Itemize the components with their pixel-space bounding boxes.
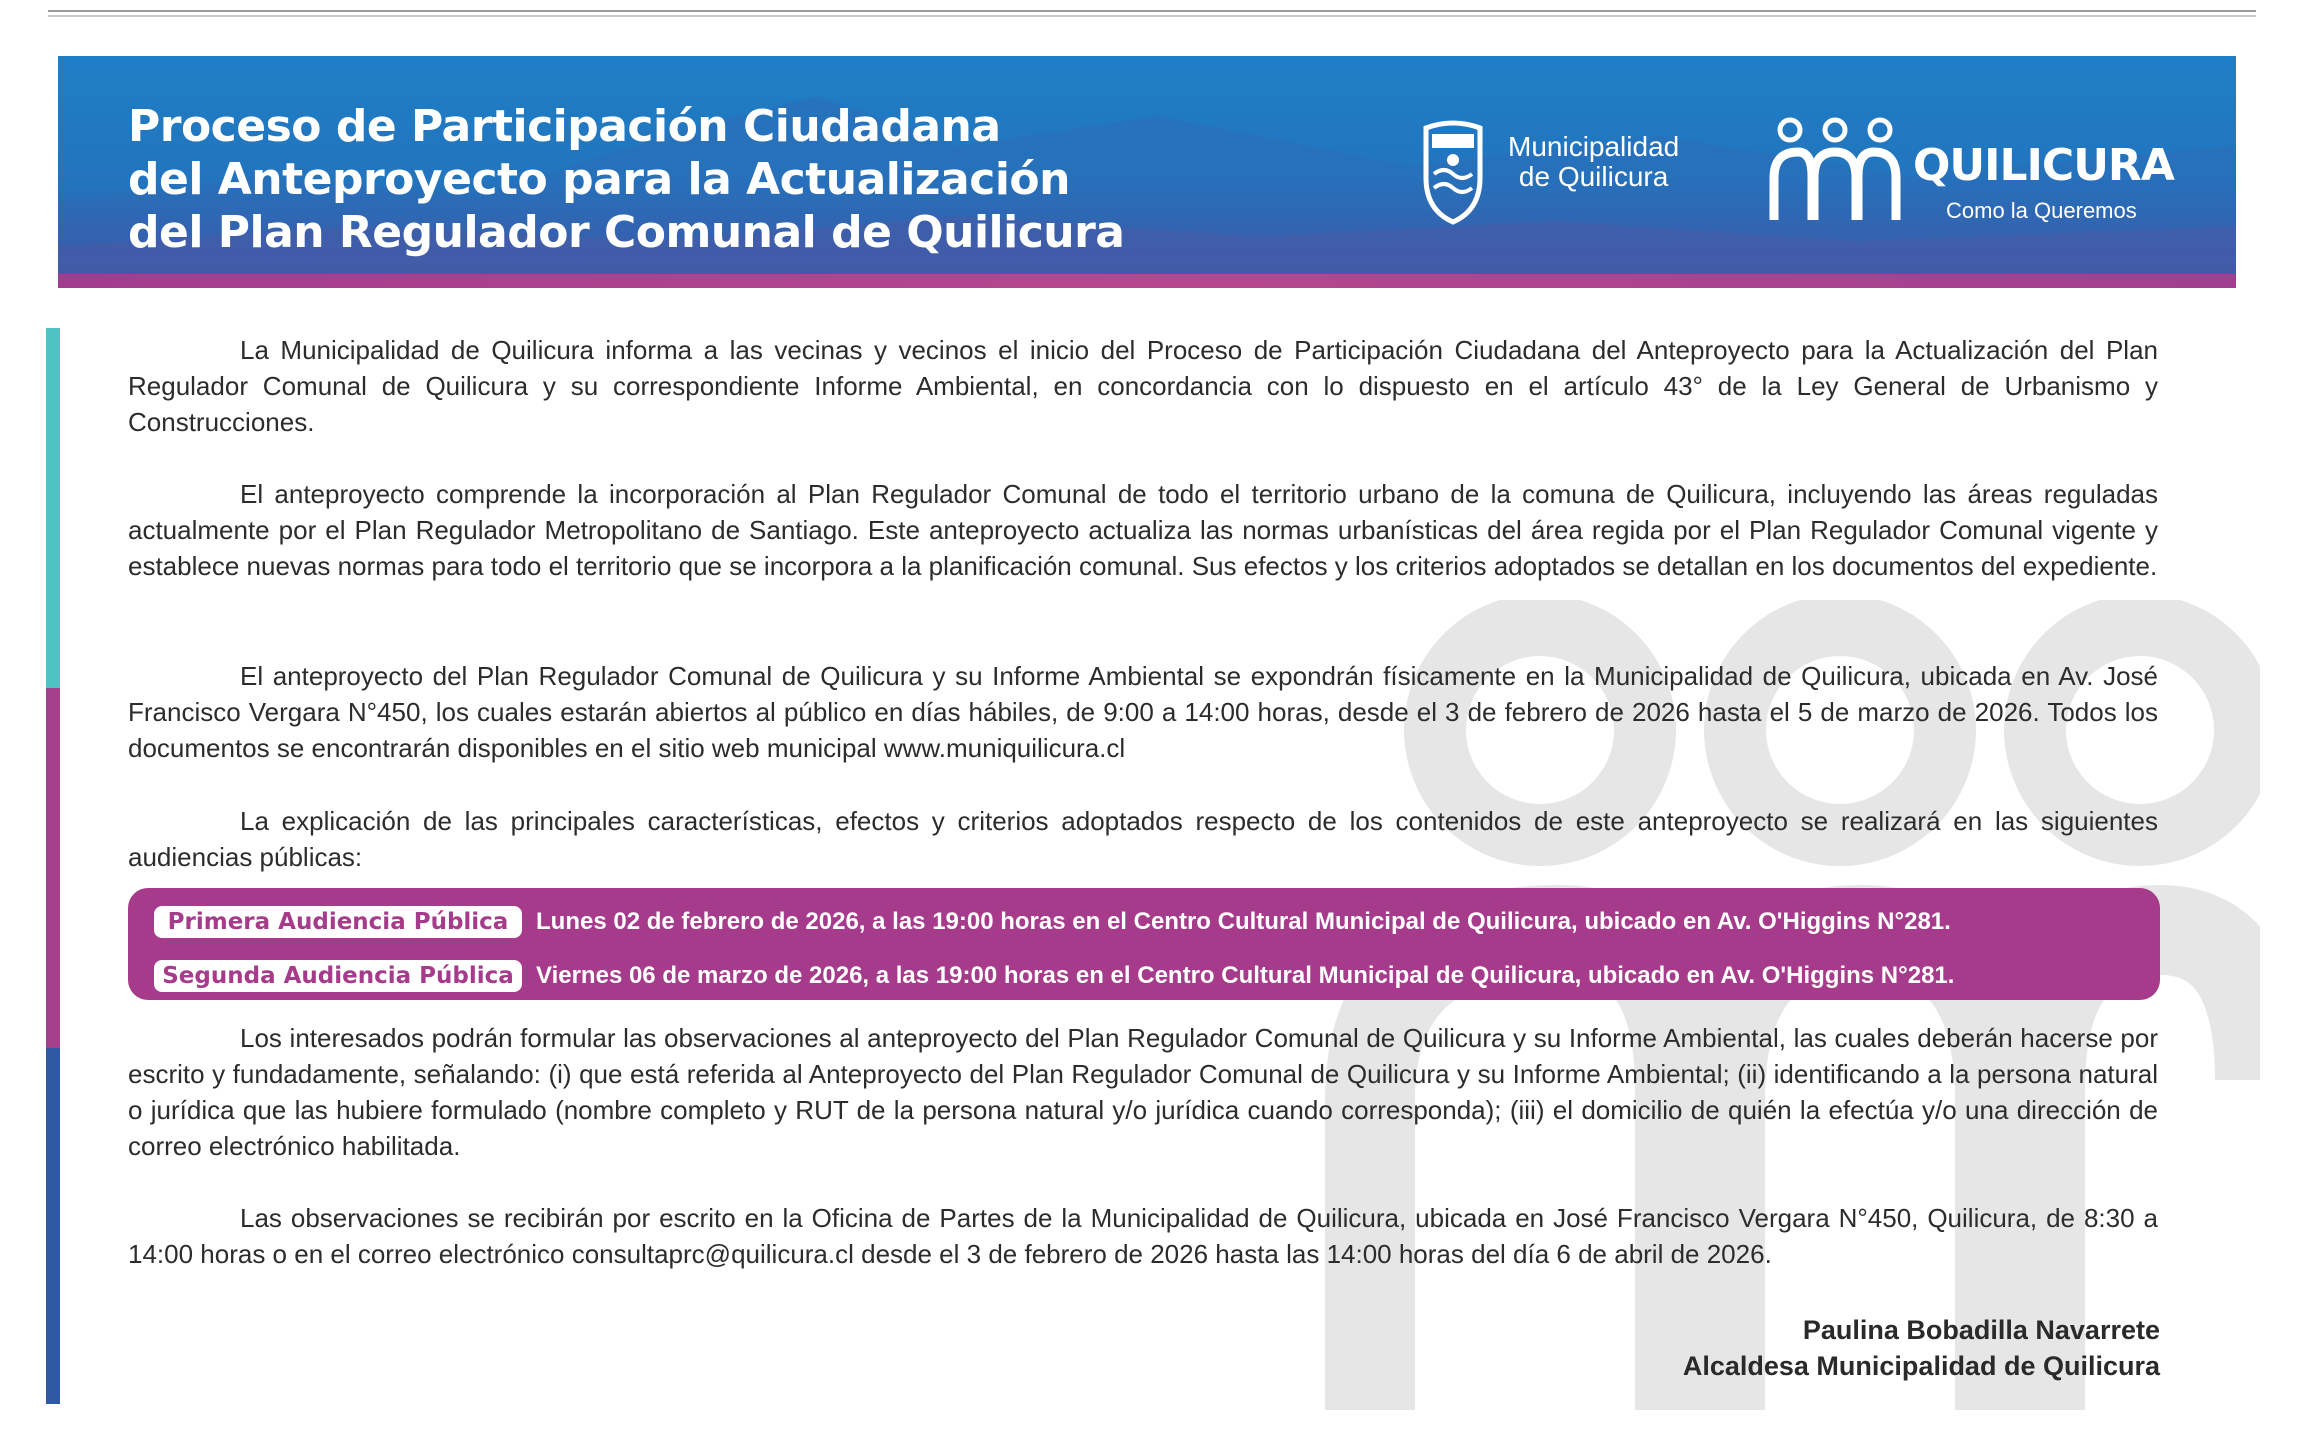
title-line-3: del Plan Regulador Comunal de Quilicura <box>128 207 1125 258</box>
header-accent-stripe <box>58 274 2236 288</box>
paragraph-text: La Municipalidad de Quilicura informa a las vecinas y vecinos el inicio del Proceso de Participación Ciudadana del Anteproyecto para la Actualización del Plan Regulador Comunal de Quilicura y su correspondiente Informe Ambiental, en concordancia con lo dispuesto en el artículo 43° de la Ley General de Urbanismo y Construcciones. <box>128 335 2158 437</box>
top-rule <box>48 10 2256 17</box>
header-banner <box>58 56 2236 288</box>
paragraph-text: El anteproyecto del Plan Regulador Comunal de Quilicura y su Informe Ambiental se expondrán físicamente en la Municipalidad de Quilicura, ubicada en Av. José Francisco Vergara N°450, los cuales estarán abiertos al público en días hábiles, de 9:00 a 14:00 horas, desde el 3 de febrero de 2026 hasta el 5 de marzo de 2026. Todos los documentos se encontrarán disponibles en el sitio web municipal www.muniquilicura.cl <box>128 661 2158 763</box>
signature-block <box>1683 1312 2160 1384</box>
intro-paragraph <box>128 332 2158 440</box>
audience-details: Lunes 02 de febrero de 2026, a las 19:00 horas en el Centro Cultural Municipal de Quilicura, ubicado en Av. O'Higgins N°281. <box>536 908 1951 935</box>
audience-details: Viernes 06 de marzo de 2026, a las 19:00 horas en el Centro Cultural Municipal de Quilicura, ubicado en Av. O'Higgins N°281. <box>536 962 1955 989</box>
audience-label: Primera Audiencia Pública <box>154 906 522 938</box>
paragraph-text: La explicación de las principales características, efectos y criterios adoptados respecto de los contenidos de este anteproyecto se realizará en las siguientes audiencias públicas: <box>128 806 2158 872</box>
paragraph-text: Las observaciones se recibirán por escrito en la Oficina de Partes de la Municipalidad de Quilicura, ubicada en José Francisco Vergara N°450, Quilicura, de 8:30 a 14:00 horas o en el correo electrónico consultaprc@quilicura.cl desde el 3 de febrero de 2026 hasta las 14:00 horas del día 6 de abril de 2026. <box>128 1203 2158 1269</box>
scope-paragraph <box>128 476 2158 584</box>
observations-paragraph <box>128 1020 2158 1164</box>
municipality-name <box>1508 132 1679 192</box>
audience-label: Segunda Audiencia Pública <box>154 960 522 992</box>
municipality-line-2: de Quilicura <box>1518 161 1669 192</box>
page-title <box>128 100 1125 259</box>
three-people-icon <box>1768 116 1903 226</box>
quilicura-brand-logo <box>1768 116 2228 246</box>
audience-row <box>154 956 1954 996</box>
audience-row <box>154 902 1951 942</box>
title-line-1: Proceso de Participación Ciudadana <box>128 101 1001 152</box>
paragraph-text: Los interesados podrán formular las observaciones al anteproyecto del Plan Regulador Comunal de Quilicura y su Informe Ambiental, las cuales deberán hacerse por escrito y fundadamente, señalando: (i) que está referida al Anteproyecto del Plan Regulador Comunal de Quilicura y su Informe Ambiental; (ii) identificando a la persona natural o jurídica que las hubiere formulado (nombre completo y RUT de la persona natural y/o jurídica cuando corresponda); (iii) el domicilio de quién la efectúa y/o una dirección de correo electrónico habilitada. <box>128 1023 2158 1161</box>
signatory-role: Alcaldesa Municipalidad de Quilicura <box>1682 1351 2160 1381</box>
exhibition-paragraph <box>128 658 2158 766</box>
audiences-intro-paragraph <box>128 803 2158 875</box>
side-accent-magenta <box>46 688 60 1048</box>
brand-tagline: Como la Queremos <box>1946 198 2137 223</box>
brand-name: QUILICURA <box>1913 140 2174 191</box>
title-line-2: del Anteproyecto para la Actualización <box>128 154 1070 205</box>
municipality-line-1: Municipalidad <box>1508 131 1680 162</box>
submission-paragraph <box>128 1200 2158 1272</box>
side-accent-blue <box>46 1048 60 1404</box>
municipality-logo <box>1418 118 1758 238</box>
paragraph-text: El anteproyecto comprende la incorporación al Plan Regulador Comunal de todo el territorio urbano de la comuna de Quilicura, incluyendo las áreas reguladas actualmente por el Plan Regulador Metropolitano de Santiago. Este anteproyecto actualiza las normas urbanísticas del área regida por el Plan Regulador Comunal vigente y establece nuevas normas para todo el territorio que se incorpora a la planificación comunal. Sus efectos y los criterios adoptados se detallan en los documentos del expediente. <box>128 479 2158 581</box>
public-audiences-box <box>128 888 2160 1000</box>
coat-of-arms-icon <box>1418 118 1488 226</box>
signatory-name: Paulina Bobadilla Navarrete <box>1802 1315 2160 1345</box>
side-accent-teal <box>46 328 60 688</box>
